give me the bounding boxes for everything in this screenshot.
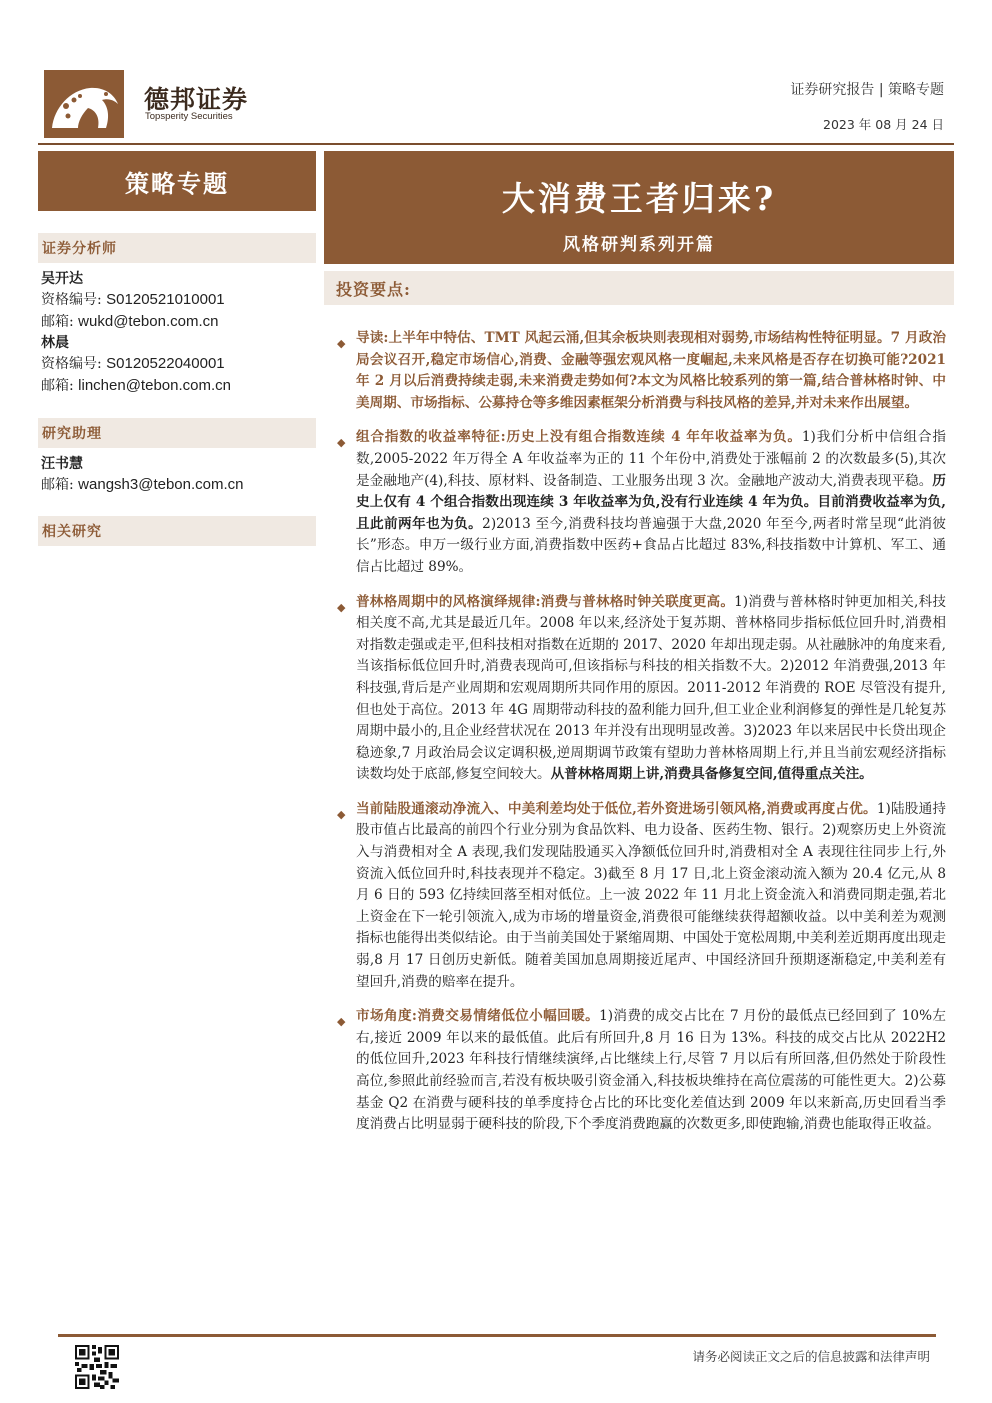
- point-text: 1)消费的成交占比在 7 月份的最低点已经回到了 10%左右,接近 2009 年以来的最低值。此后有所回升,8 月 16 日为 13%。科技的成交占比从 2022H2 的低位回升,2023 年科技行情继续演绎,占比继续上行,尽管 7 月以后有所回落,但仍然处于阶段性高位,参照此前经验而言,若没有板块吸引资金涌入,科技板块维持在高位震荡的可能性更大。2)公募基金 Q2 在消费与硬科技的单季度持仓占比的环比变化差值达到 2009 年以来新高,历史回看当季度消费占比明显弱于硬科技的阶段,下个季度消费跑赢的次数更多,即使跑输,消费也能取得正收益。: [356, 1008, 946, 1133]
- investment-points-list: [334, 328, 946, 1149]
- point-heading: 当前陆股通滚动净流入、中美利差均处于低位,若外资进场引领风格,消费或再度占优。: [356, 800, 877, 817]
- qr-code-icon: [75, 1345, 119, 1389]
- point-text: 1)消费与普林格时钟更加相关,科技相关度不高,尤其是最近几年。2008 年以来,经济处于复苏期、普林格同步指标低位回升时,消费相对指数走强或走平,但科技相对指数在近期的 2017、2020 年却出现走弱。从社融脉冲的角度来看,当该指标低位回升时,消费表现尚可,但该指标与科技的相关指数不大。2)2012 年消费强,2013 年科技强,背后是产业周期和宏观周期所共同作用的原因。2011-2012 年消费的 ROE 尽管没有提升,但也处于高位。2013 年 4G 周期带动科技的盈利能力回升,但工业企业利润修复的弹性是几轮复苏周期中最小的,且企业经营状况在 2013 年并没有出现明显改善。3)2023 年以来居民中长贷出现企稳迹象,7 月政治局会议定调积极,逆周期调节政策有望助力普林格周期上行,并且当前宏观经济指标读数均处于底部,修复空间较大。: [356, 593, 946, 783]
- assistant-email: [41, 474, 244, 494]
- investment-point: [334, 592, 946, 786]
- point-text: 1)我们分析中信组合指数,2005-2022 年万得全 A 年收益率为正的 11 个年份中,消费处于涨幅前 2 的次数最多(5),其次是金融地产(4),科技、原材料、设备制造、工业服务出现 3 次。金融地产波动大,消费表现平稳。: [356, 429, 946, 489]
- email-link[interactable]: wangsh3@tebon.com.cn: [78, 476, 244, 493]
- analysts-section-header: 证券分析师: [38, 233, 316, 263]
- cert-number: S0120521010001: [106, 291, 225, 308]
- email-label: 邮箱:: [41, 314, 74, 330]
- point-heading: 导读:上半年中特估、TMT 风起云涌,但其余板块则表现相对弱势,市场结构性特征明显。7 月政治局会议召开,稳定市场信心,消费、金融等强宏观风格一度崛起,未来风格是否存在切换可能?2021 年 2 月以后消费持续走弱,未来消费走势如何?本文为风格比较系列的第一篇,结合普林格时钟、中美周期、市场指标、公募持仓等多维因素框架分析消费与科技风格的差异,并对未来作出展望。: [356, 330, 946, 411]
- bullet-diamond-icon: ◆: [337, 600, 346, 614]
- footer-divider: [58, 1334, 936, 1337]
- related-research-header: 相关研究: [38, 516, 316, 546]
- analyst-name: 林晨: [41, 335, 69, 351]
- report-subtitle: 风格研判系列开篇: [563, 235, 715, 255]
- report-title: 大消费王者归来?: [501, 179, 777, 218]
- investment-point: [334, 427, 946, 578]
- category-banner: 策略专题: [38, 151, 316, 211]
- point-heading: 普林格周期中的风格演绎规律:消费与普林格时钟关联度更高。: [356, 593, 735, 610]
- bullet-diamond-icon: ◆: [337, 337, 346, 350]
- email-label: 邮箱:: [41, 477, 74, 493]
- analyst-cert: [41, 289, 225, 309]
- header-divider: [38, 143, 954, 145]
- assistant-section-header: 研究助理: [38, 418, 316, 448]
- title-banner: [324, 151, 954, 264]
- investment-point: [334, 328, 946, 414]
- analyst-cert: [41, 353, 225, 373]
- investment-points-header: 投资要点:: [324, 271, 954, 305]
- email-link[interactable]: wukd@tebon.com.cn: [78, 313, 219, 330]
- cert-number: S0120522040001: [106, 355, 225, 372]
- assistant-name: 汪书慧: [41, 456, 83, 472]
- analyst-name: 吴开达: [41, 271, 83, 287]
- brand-name-en: Topsperity Securities: [145, 111, 233, 122]
- cert-label: 资格编号:: [41, 356, 102, 372]
- point-text: 1)陆股通持股市值占比最高的前四个行业分别为食品饮料、电力设备、医药生物、银行。2)观察历史上外资流入与消费相对全 A 表现,我们发现陆股通买入净额低位回升时,消费相对全 A 表现往往同步上行,外资流入低位回升时,科技表现并不稳定。3)截至 8 月 17 日,北上资金滚动流入额为 20.4 亿元,从 8 月 6 日的 593 亿持续回落至相对低位。上一波 2022 年 11 月北上资金流入和消费同期走强,若北上资金在下一轮引领流入,成为市场的增量资金,消费很可能继续获得超额收益。以中美利差为观测指标也能得出类似结论。由于当前美国处于紧缩周期、中国处于宽松周期,中美利差近期再度出现走弱,8 月 17 日创历史新低。随着美国加息周期接近尾声、中国经济回升预期逐渐稳定,中美利差有望回升,消费的赔率在提升。: [356, 800, 946, 990]
- point-heading: 组合指数的收益率特征:历史上没有组合指数连续 4 年年收益率为负。: [356, 429, 802, 446]
- investment-point: [334, 799, 946, 993]
- cert-label: 资格编号:: [41, 292, 102, 308]
- investment-point: [334, 1006, 946, 1136]
- analyst-email: [41, 311, 218, 331]
- brand-name-cn: 德邦证券: [144, 85, 249, 114]
- tebon-logo-icon: [44, 70, 124, 138]
- bullet-diamond-icon: ◆: [337, 1015, 346, 1029]
- email-label: 邮箱:: [41, 378, 74, 394]
- email-link[interactable]: linchen@tebon.com.cn: [78, 377, 231, 394]
- report-date: 2023 年 08 月 24 日: [823, 117, 944, 132]
- point-emphasis: 从普林格周期上讲,消费具备修复空间,值得重点关注。: [550, 766, 873, 783]
- report-type: 证券研究报告 | 策略专题: [790, 82, 944, 98]
- point-text: 2)2013 至今,消费科技均普遍强于大盘,2020 年至今,两者时常呈现“此消彼长”形态。申万一级行业方面,消费指数中医药+食品占比超过 83%,科技指数中计算机、军工、通信占比超过 89%。: [356, 515, 947, 575]
- bullet-diamond-icon: ◆: [337, 807, 346, 821]
- bullet-diamond-icon: ◆: [337, 436, 346, 450]
- point-heading: 市场角度:消费交易情绪低位小幅回暖。: [356, 1008, 600, 1025]
- analyst-email: [41, 375, 231, 395]
- legal-disclaimer: 请务必阅读正文之后的信息披露和法律声明: [692, 1349, 930, 1364]
- point-emphasis: 历史上仅有 4 个组合指数出现连续 3 年收益率为负,没有行业连续 4 年为负。目前消费收益率为负,且此前两年也为负。: [356, 472, 946, 532]
